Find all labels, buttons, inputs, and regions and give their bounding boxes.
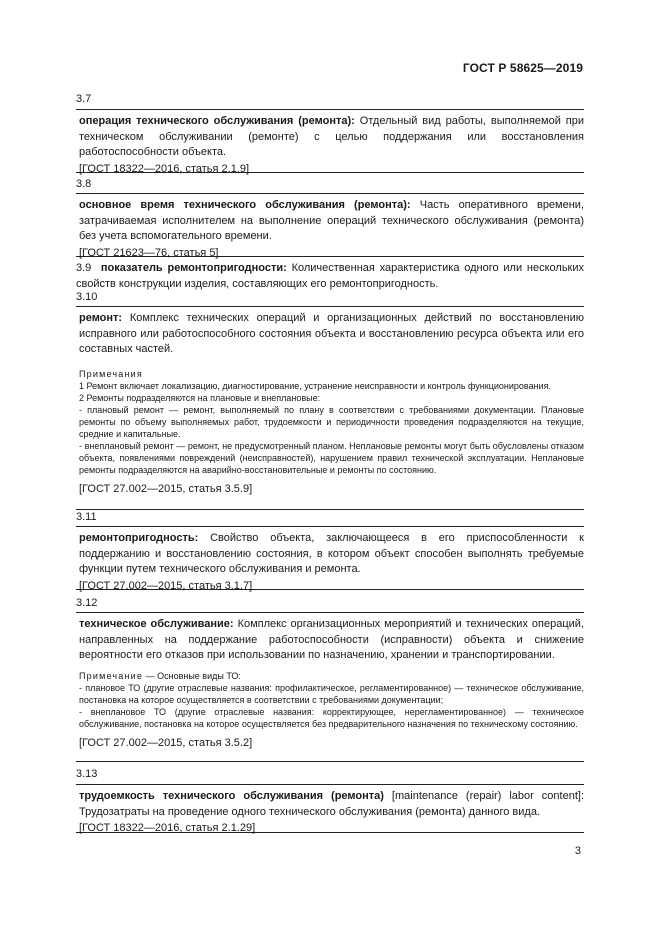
term-box-3-10: [76, 306, 584, 510]
term: основное время технического обслуживания (ремонта):: [79, 199, 411, 211]
definition-text: Комплекс технических операций и организационных действий по восстановлению исправного или работоспособного состояния объекта и восстановлению ресурса объекта или его составных частей.: [79, 312, 585, 355]
note-intro-text: — Основные виды ТО:: [143, 670, 241, 681]
source-reference: [ГОСТ 18322—2016, статья 2.1.29]: [79, 822, 256, 834]
note-intro: [79, 670, 584, 682]
term: ремонт:: [79, 312, 123, 324]
english-equivalent: [maintenance (repair) labor content]:: [383, 790, 584, 802]
note-2a: - плановый ремонт — ремонт, выполняемый по плану в соответствии с требованиями документации. Плановые ремонты по объему выполняемых работ, трудоемкости и периодичности проведения подразделяются на текущие, средние и капитальные.: [79, 404, 584, 439]
notes-heading: Примечания: [79, 368, 143, 379]
source-reference: [ГОСТ 27.002—2015, статья 3.1.7]: [79, 579, 253, 592]
definition: [79, 617, 584, 664]
term: ремонтопригодность:: [79, 532, 199, 544]
clause-number: 3.10: [76, 291, 98, 303]
definition-text: Отдельный вид работы, выполняемой при техническом обслуживании (ремонте) с целью поддержания или восстановления работоспособности объекта.: [79, 115, 584, 158]
clause-number: 3.8: [76, 178, 92, 190]
clause-number: 3.13: [76, 768, 98, 780]
note-a: - плановое ТО (другие отраслевые названия: профилактическое, регламентированное) — техническое обслуживание, постановка на которое осуществляется в соответствии с требованиями документации;: [79, 682, 584, 705]
definition: [79, 114, 584, 161]
definition-text: Свойство объекта, заключающееся в его приспособленности к поддержанию и восстановлению состояния, в котором объект способен выполнять требуемые функции путем технического обслуживания и ремонта.: [79, 532, 584, 575]
definition-text: Часть оперативного времени, затрачиваемая исполнителем на выполнение операций технического обслуживания (ремонта) без учета вспомогательного времени.: [79, 199, 585, 242]
definition-text: Комплекс организационных мероприятий и технических операций, направленных на поддержание работоспособности (исправности) объекта и снижение вероятности его отказов при использовании по назначению, хранении и транспортировании.: [79, 618, 584, 661]
note-2: 2 Ремонты подразделяются на плановые и внеплановые:: [79, 392, 321, 403]
source-reference: [ГОСТ 27.002—2015, статья 3.5.2]: [79, 736, 253, 749]
term: техническое обслуживание:: [79, 618, 234, 630]
term-box-3-8: [76, 193, 584, 257]
note-1: 1 Ремонт включает локализацию, диагностирование, устранение неисправности и контроль функционирования.: [79, 380, 551, 391]
clause-number: 3.9: [76, 262, 92, 274]
definition: [79, 311, 584, 358]
definition-text: Трудозатраты на проведение одного технического обслуживания (ремонта) данного вида.: [79, 805, 540, 818]
definition: [79, 198, 584, 245]
term-box-3-13: [76, 784, 584, 833]
notes-heading: Примечание: [79, 670, 144, 681]
definition-text: Количественная характеристика одного или нескольких свойств конструкции изделия, составляющих его ремонтопригодность.: [76, 262, 585, 290]
term: операция технического обслуживания (ремонта):: [79, 115, 355, 127]
standard-header: ГОСТ Р 58625—2019: [462, 61, 583, 75]
term-box-3-7: [76, 109, 584, 173]
term: трудоемкость технического обслуживания (ремонта): [79, 790, 384, 802]
clause-number: 3.12: [76, 597, 98, 609]
term-box-3-12: [76, 612, 584, 762]
page-number: 3: [574, 845, 581, 857]
term-box-3-11: [76, 526, 584, 590]
source-reference: [ГОСТ 27.002—2015, статья 3.5.9]: [79, 482, 253, 495]
source-reference: [ГОСТ 18322—2016, статья 2.1.9]: [79, 162, 250, 175]
term: показатель ремонтопригодности:: [100, 262, 287, 274]
source-reference: [ГОСТ 21623—76, статья 5]: [79, 246, 219, 259]
clause-number: 3.7: [76, 93, 92, 105]
definition: [79, 789, 584, 820]
clause-number: 3.11: [76, 511, 97, 523]
definition: [79, 531, 584, 578]
clause-3-9: [76, 261, 584, 292]
note-b: - внеплановое ТО (другие отраслевые названия: корректирующее, нерегламентированное) — техническое обслуживание, постановка на которое осуществляется без предварительного назначения по техническому состоянию.: [79, 706, 584, 729]
note-2b: - внеплановый ремонт — ремонт, не предусмотренный планом. Неплановые ремонты могут быть обусловлены отказом объекта, появлениями повреждений (неисправностей), нарушением правил технической эксплуатации. Неплановые ремонты подразделяются на аварийно-восстановительные и ремонты по состоянию.: [79, 440, 584, 475]
